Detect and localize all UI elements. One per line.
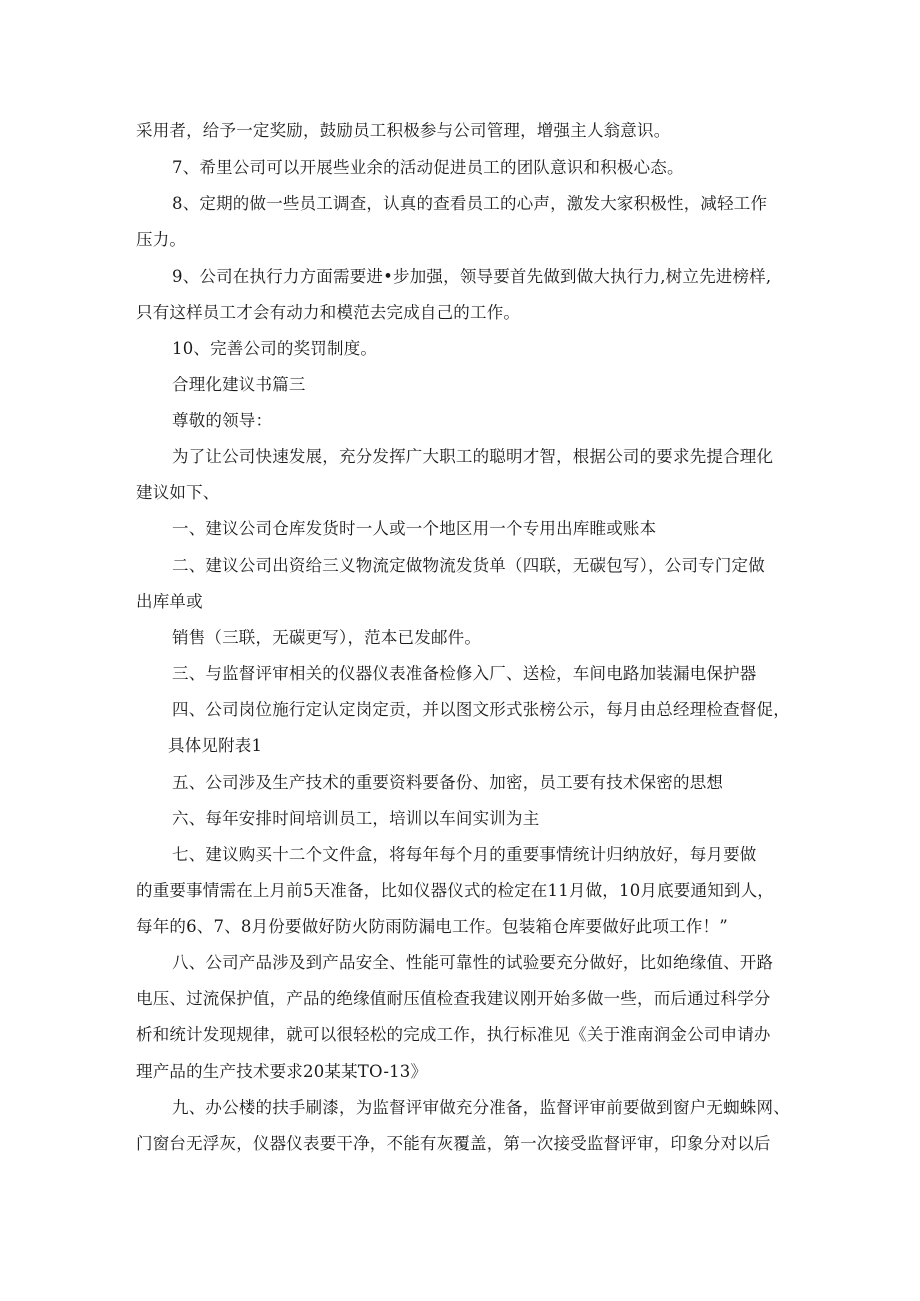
paragraph-line-26: 析和统计发现规律，就可以很轻松的完成工作，执行标准见《关于淮南润金公司申请办 — [136, 1025, 771, 1044]
paragraph-line-28: 九、办公楼的扶手刷漆，为监督评审做充分准备，监督评审前要做到窗户无蜘蛛网、 — [172, 1098, 790, 1117]
paragraph-line-22: 的重要事情需在上月前5天准备，比如仪器仪式的检定在11月做，10月底要通知到人， — [136, 881, 774, 900]
paragraph-line-18: 具体见附表1 — [168, 736, 263, 755]
paragraph-line-19: 五、公司涉及生产技术的重要资料要备份、加密，员工要有技术保密的思想 — [172, 773, 724, 792]
paragraph-line-29: 门窗台无浮灰，仪器仪表要干净，不能有灰覆盖，第一次接受监督评审，印象分对以后 — [136, 1134, 771, 1153]
paragraph-line-1: 采用者，给予一定奖励，鼓励员工积极参与公司管理，增强主人翁意识。 — [136, 121, 671, 140]
paragraph-line-6: 只有这样员工才会有动力和模范去完成自己的工作。 — [136, 303, 521, 322]
paragraph-line-20: 六、每年安排时间培训员工，培训以车间实训为主 — [172, 809, 540, 828]
paragraph-line-24: 八、公司产品涉及到产品安全、性能可靠性的试验要充分做好，比如绝缘值、开路 — [172, 953, 774, 972]
paragraph-line-2: 7、希里公司可以开展些业余的活动促进员工的团队意识和积极心态。 — [172, 158, 684, 177]
paragraph-line-15: 销售（三联，无碳更写），范本已发邮件。 — [172, 628, 482, 647]
paragraph-line-10: 为了让公司快速发展，充分发挥广大职工的聪明才智，根据公司的要求先提合理化 — [172, 447, 774, 466]
paragraph-line-23: 每年的6、7、8月份要做好防火防雨防漏电工作。包装箱仓库要做好此项工作！” — [136, 917, 728, 936]
salutation: 尊敬的领导： — [172, 411, 273, 430]
paragraph-line-17: 四、公司岗位施行定认定岗定贡，并以图文形式张榜公示，每月由总经理检查督促， — [172, 700, 790, 719]
section-heading: 合理化建议书篇三 — [172, 375, 306, 394]
paragraph-line-14: 出库单或 — [136, 592, 203, 611]
paragraph-line-21: 七、建议购买十二个文件盒，将每年每个月的重要事情统计归纳放好，每月要做 — [172, 845, 757, 864]
paragraph-line-11: 建议如下、 — [136, 483, 220, 502]
paragraph-line-13: 二、建议公司出资给三义物流定做物流发货单（四联，无碳包写），公司专门定做 — [172, 556, 765, 575]
paragraph-line-5: 9、公司在执行力方面需要进•步加强，领导要首先做到做大执行力,树立先进榜样, — [172, 267, 772, 286]
paragraph-line-3: 8、定期的做一些员工调查，认真的查看员工的心声，激发大家积极性，减轻工作 — [172, 194, 768, 213]
paragraph-line-12: 一、建议公司仓库发货时一人或一个地区用一个专用出库睢或账本 — [172, 519, 657, 538]
paragraph-line-27: 理产品的生产技术要求20某某TO-13》 — [136, 1062, 428, 1081]
paragraph-line-25: 电压、过流保护值，产品的绝缘值耐压值检查我建议刚开始多做一些，而后通过科学分 — [136, 989, 771, 1008]
paragraph-line-4: 压力。 — [136, 230, 187, 249]
paragraph-line-7: 10、完善公司的奖罚制度。 — [172, 339, 378, 358]
paragraph-line-16: 三、与监督评审相关的仪器仪表准备检修入厂、送检，车间电路加装漏电保护器 — [172, 664, 757, 683]
